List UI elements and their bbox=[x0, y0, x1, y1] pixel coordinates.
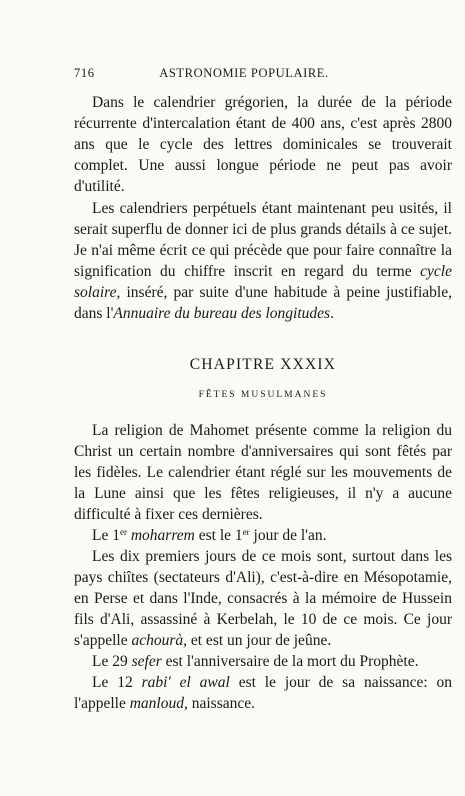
paragraph-perpetual-calendars bbox=[74, 198, 452, 324]
chapter-subtitle: FÊTES MUSULMANES bbox=[198, 390, 328, 400]
paragraph: Le 29 sefer est l'anniversaire de la mort du Prophète. bbox=[92, 653, 419, 670]
paragraph: Les calendriers perpétuels étant maintenant peu usités, il serait superflu de donner ici de plus grands détails à ce sujet. Je n'ai même écrit ce qui précède que pour faire connaître la signification du chiffre inscrit en regard du terme cycle solaire, inséré, par suite d'une habitude à peine justifiable, dans l'Annuaire du bureau des longitudes. bbox=[74, 200, 452, 322]
paragraph: La religion de Mahomet présente comme la religion du Christ un certain nombre d'anniversaires qui sont fêtés par les fidèles. Le calendrier étant réglé sur les mouvements de la Lune ainsi que les fêtes religieuses, il n'y a aucune difficulté à fixer ces dernières. bbox=[74, 422, 452, 523]
chapter-heading: CHAPITRE XXXIX bbox=[189, 356, 337, 373]
italic-term: cycle solaire bbox=[74, 263, 452, 301]
paragraph: Les dix premiers jours de ce mois sont, surtout dans les pays chiîtes (sectateurs d'Ali), c'est-à-dire en Mésopotamie, en Perse et dans l'Inde, consacrés à la mémoire de Hussein fils d'Ali, assassiné à Kerbelah, le 10 de ce mois. Ce jour s'appelle achourà, et est un jour de jeûne. bbox=[74, 548, 452, 649]
page-number: 716 bbox=[74, 66, 95, 80]
paragraph: Le 1er moharrem est le 1er jour de l'an. bbox=[92, 527, 327, 544]
paragraph: Le 12 rabi' el awal est le jour de sa naissance: on l'appelle manloud, naissance. bbox=[74, 674, 453, 712]
page-header bbox=[74, 66, 414, 84]
running-title: ASTRONOMIE POPULAIRE. bbox=[159, 66, 329, 80]
italic-title: Annuaire du bureau des longitudes bbox=[113, 305, 331, 322]
section-muslim-feasts bbox=[74, 420, 452, 714]
paragraph-gregorian-cycle bbox=[74, 92, 452, 197]
paragraph: Dans le calendrier grégorien, la durée de la période récurrente d'intercalation étant de 400 ans, c'est après 2800 ans que le cycle des lettres dominicales se trouverait complet. Une aussi longue période ne peut pas avoir d'utilité. bbox=[74, 94, 452, 195]
